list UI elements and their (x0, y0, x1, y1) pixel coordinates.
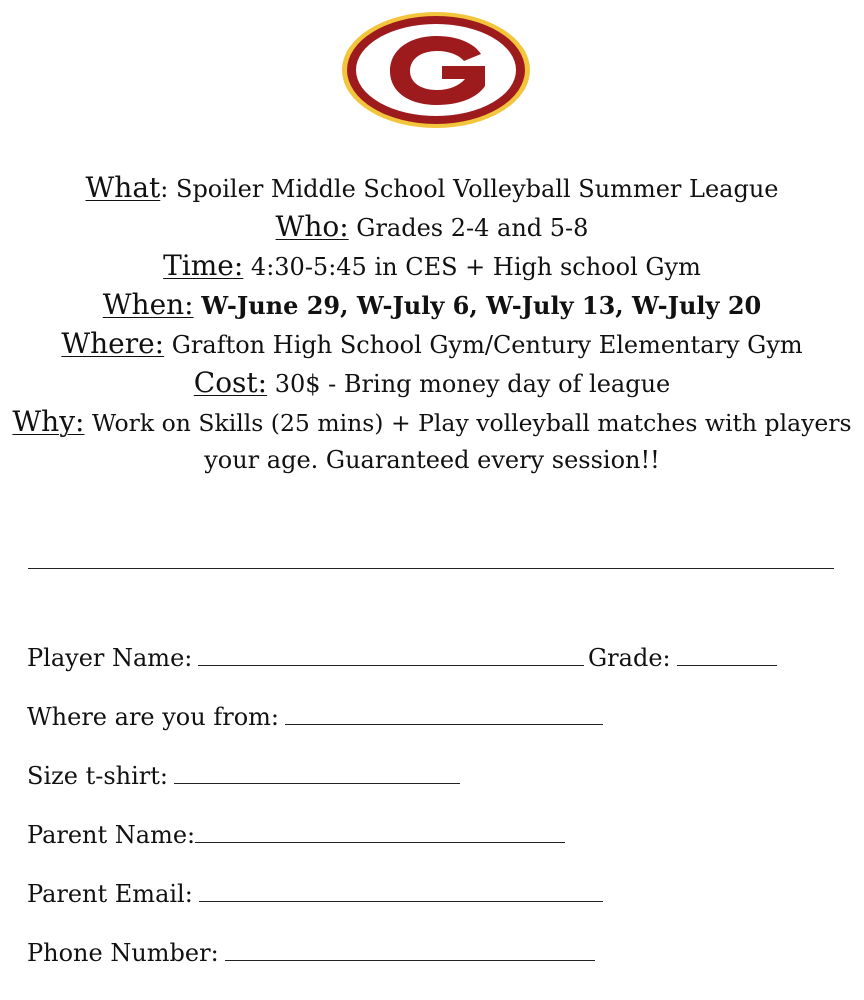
when-dates: W-June 29, W-July 6, W-July 13, W-July 20 (201, 291, 762, 320)
from-input[interactable] (285, 704, 603, 725)
player-name-label: Player Name: (27, 644, 193, 672)
what-line (0, 171, 864, 204)
why-line (0, 405, 864, 438)
school-g-logo (341, 10, 531, 130)
grade-label: Grade: (588, 644, 671, 672)
grade-field (588, 645, 777, 670)
tshirt-field (27, 763, 460, 788)
why-label: Why: (12, 405, 85, 438)
parent-name-field (27, 822, 565, 847)
what-text: Spoiler Middle School Volleyball Summer League (168, 175, 779, 203)
where-label: Where: (61, 327, 165, 360)
from-label: Where are you from: (27, 703, 279, 731)
tshirt-input[interactable] (174, 763, 460, 784)
parent-name-input[interactable] (195, 822, 565, 843)
time-label: Time: (163, 249, 244, 282)
where-line (0, 327, 864, 360)
why-text: Work on Skills (25 mins) + Play volleyball matches with players (84, 409, 852, 437)
who-line (0, 210, 864, 243)
when-line (0, 288, 864, 321)
from-field (27, 704, 603, 729)
parent-email-input[interactable] (199, 881, 603, 902)
time-text: 4:30-5:45 in CES + High school Gym (243, 253, 701, 281)
cost-text: 30$ - Bring money day of league (267, 370, 671, 398)
phone-input[interactable] (225, 940, 595, 961)
who-text: Grades 2-4 and 5-8 (348, 214, 589, 242)
time-line (0, 249, 864, 282)
what-separator: : (160, 175, 169, 203)
who-label: Who: (275, 210, 349, 243)
grade-input[interactable] (677, 645, 777, 666)
why-line-2: your age. Guaranteed every session!! (204, 446, 660, 474)
parent-email-field (27, 881, 603, 906)
where-text: Grafton High School Gym/Century Elementary Gym (164, 331, 803, 359)
when-label: When: (102, 288, 194, 321)
player-name-input[interactable] (198, 645, 584, 666)
tshirt-label: Size t-shirt: (27, 762, 168, 790)
cost-line (0, 366, 864, 399)
player-name-field (27, 645, 584, 670)
phone-field (27, 940, 595, 965)
what-label: What (85, 171, 161, 204)
section-divider (28, 568, 834, 569)
cost-label: Cost: (193, 366, 268, 399)
phone-label: Phone Number: (27, 939, 219, 967)
parent-email-label: Parent Email: (27, 880, 193, 908)
parent-name-label: Parent Name: (27, 821, 196, 849)
